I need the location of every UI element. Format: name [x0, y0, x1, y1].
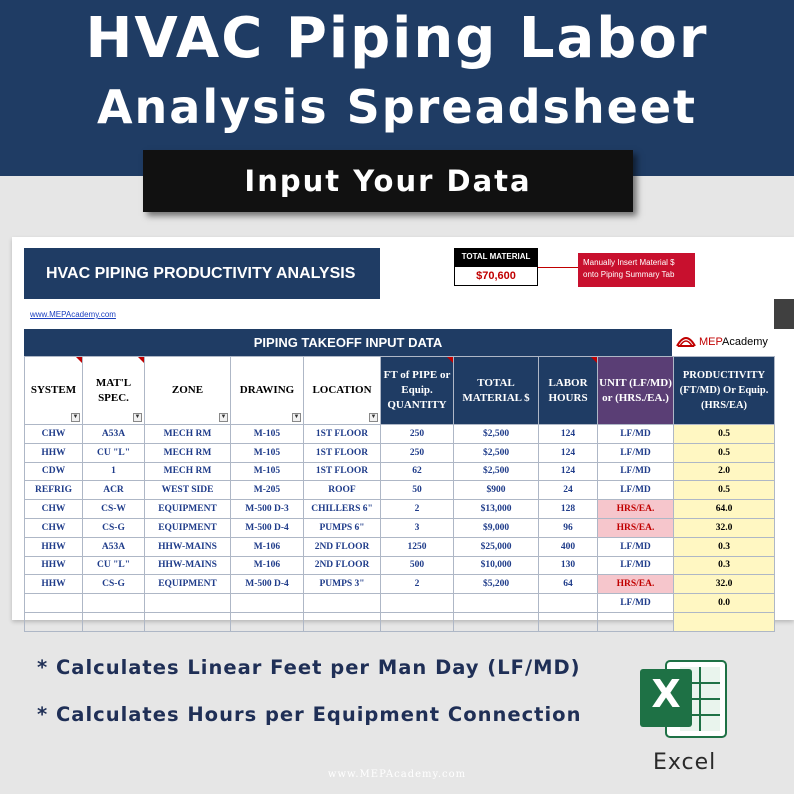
- banner-subtitle: Input Your Data: [143, 150, 633, 212]
- filter-dropdown-icon[interactable]: ▼: [293, 414, 300, 420]
- table-cell[interactable]: CHW: [25, 518, 83, 537]
- table-cell[interactable]: [539, 612, 598, 631]
- banner-title-line2: Analysis Spreadsheet: [96, 80, 698, 134]
- table-cell[interactable]: M-500 D-4: [231, 518, 304, 537]
- total-material-label: TOTAL MATERIAL: [454, 248, 538, 266]
- table-cell[interactable]: [304, 594, 381, 613]
- filter-dropdown-icon[interactable]: ▼: [72, 414, 79, 420]
- table-cell[interactable]: CS-G: [83, 575, 145, 594]
- table-row: [25, 443, 775, 462]
- table-cell[interactable]: A53A: [83, 425, 145, 444]
- table-cell[interactable]: [231, 612, 304, 631]
- table-cell[interactable]: M-500 D-3: [231, 500, 304, 519]
- table-cell[interactable]: CS-G: [83, 518, 145, 537]
- table-row: [25, 556, 775, 575]
- table-cell[interactable]: HHW-MAINS: [145, 537, 231, 556]
- table-cell[interactable]: HHW: [25, 443, 83, 462]
- table-cell[interactable]: HRS/EA.: [598, 518, 674, 537]
- table-cell[interactable]: 0.3: [674, 556, 775, 575]
- table-cell[interactable]: 1ST FLOOR: [304, 425, 381, 444]
- table-cell[interactable]: HHW-MAINS: [145, 556, 231, 575]
- comment-marker: [447, 357, 453, 363]
- table-cell[interactable]: LF/MD: [598, 425, 674, 444]
- table-row: [25, 575, 775, 594]
- table-cell[interactable]: 1ST FLOOR: [304, 443, 381, 462]
- table-cell[interactable]: 64: [539, 575, 598, 594]
- table-row: [25, 537, 775, 556]
- sheet-title: HVAC PIPING PRODUCTIVITY ANALYSIS: [24, 248, 380, 299]
- table-cell[interactable]: 2: [381, 500, 454, 519]
- col-header-unit[interactable]: UNIT (LF/MD) or (HRS./EA.): [598, 357, 674, 425]
- comment-marker: [76, 357, 82, 363]
- callout-connector: [538, 267, 578, 268]
- table-cell[interactable]: [674, 612, 775, 631]
- feature-bullet-lfmd: * Calculates Linear Feet per Man Day (LF/MD): [37, 656, 581, 679]
- table-cell[interactable]: EQUIPMENT: [145, 500, 231, 519]
- table-cell[interactable]: $2,500: [454, 462, 539, 481]
- table-cell[interactable]: 124: [539, 443, 598, 462]
- column-edge: [774, 299, 794, 329]
- table-cell[interactable]: ACR: [83, 481, 145, 500]
- table-cell[interactable]: M-105: [231, 425, 304, 444]
- website-link[interactable]: www.MEPAcademy.com: [30, 310, 116, 319]
- table-cell[interactable]: $5,200: [454, 575, 539, 594]
- table-cell[interactable]: $10,000: [454, 556, 539, 575]
- comment-marker: [591, 357, 597, 363]
- col-header-quantity[interactable]: FT of PIPE or Equip. QUANTITY: [381, 357, 454, 425]
- callout-note: Manually Insert Material $ onto Piping Summary Tab: [578, 253, 695, 287]
- table-cell[interactable]: CDW: [25, 462, 83, 481]
- table-cell[interactable]: 32.0: [674, 575, 775, 594]
- table-cell[interactable]: HHW: [25, 537, 83, 556]
- table-cell[interactable]: 124: [539, 462, 598, 481]
- table-cell[interactable]: LF/MD: [598, 481, 674, 500]
- filter-dropdown-icon[interactable]: ▼: [220, 414, 227, 420]
- table-cell[interactable]: [83, 612, 145, 631]
- table-cell[interactable]: 130: [539, 556, 598, 575]
- table-cell[interactable]: $2,500: [454, 443, 539, 462]
- table-cell[interactable]: CU "L": [83, 443, 145, 462]
- filter-dropdown-icon[interactable]: ▼: [370, 414, 377, 420]
- filter-dropdown-icon[interactable]: ▼: [134, 414, 141, 420]
- table-cell[interactable]: ROOF: [304, 481, 381, 500]
- table-cell[interactable]: CHILLERS 6": [304, 500, 381, 519]
- table-cell[interactable]: [381, 612, 454, 631]
- table-cell[interactable]: 96: [539, 518, 598, 537]
- table-cell[interactable]: 0.5: [674, 443, 775, 462]
- table-cell[interactable]: PUMPS 3": [304, 575, 381, 594]
- col-header-location[interactable]: LOCATION ▼: [304, 357, 381, 425]
- table-cell[interactable]: $13,000: [454, 500, 539, 519]
- table-row: [25, 612, 775, 631]
- table-cell[interactable]: 0.0: [674, 594, 775, 613]
- col-header-spec[interactable]: MAT'L SPEC. ▼: [83, 357, 145, 425]
- table-cell[interactable]: M-500 D-4: [231, 575, 304, 594]
- table-cell[interactable]: 2.0: [674, 462, 775, 481]
- table-cell[interactable]: 0.3: [674, 537, 775, 556]
- mep-logo-icon: [676, 334, 696, 348]
- table-cell[interactable]: M-205: [231, 481, 304, 500]
- table-cell[interactable]: 128: [539, 500, 598, 519]
- table-cell[interactable]: HRS/EA.: [598, 575, 674, 594]
- table-cell[interactable]: 32.0: [674, 518, 775, 537]
- footer-url: www.MEPAcademy.com: [327, 769, 467, 780]
- table-cell[interactable]: 124: [539, 425, 598, 444]
- banner-title-line1: HVAC Piping Labor: [85, 6, 709, 71]
- table-cell[interactable]: 250: [381, 425, 454, 444]
- table-cell[interactable]: [83, 594, 145, 613]
- table-row: [25, 462, 775, 481]
- table-cell[interactable]: [598, 612, 674, 631]
- table-cell[interactable]: 1250: [381, 537, 454, 556]
- table-cell[interactable]: $9,000: [454, 518, 539, 537]
- table-cell[interactable]: 0.5: [674, 481, 775, 500]
- table-cell[interactable]: [381, 594, 454, 613]
- total-material-value[interactable]: $70,600: [454, 266, 538, 286]
- col-header-drawing[interactable]: DRAWING ▼: [231, 357, 304, 425]
- feature-bullet-hours: * Calculates Hours per Equipment Connection: [37, 703, 582, 726]
- col-header-productivity[interactable]: PRODUCTIVITY (FT/MD) Or Equip. (HRS/EA): [674, 357, 775, 425]
- table-cell[interactable]: 62: [381, 462, 454, 481]
- table-cell[interactable]: 64.0: [674, 500, 775, 519]
- table-cell[interactable]: 3: [381, 518, 454, 537]
- table-cell[interactable]: [145, 594, 231, 613]
- table-cell[interactable]: CS-W: [83, 500, 145, 519]
- takeoff-header: PIPING TAKEOFF INPUT DATA: [24, 329, 672, 356]
- table-cell[interactable]: LF/MD: [598, 556, 674, 575]
- spreadsheet-screenshot: [12, 237, 794, 620]
- col-header-labor-hours[interactable]: LABOR HOURS: [539, 357, 598, 425]
- table-cell[interactable]: 2ND FLOOR: [304, 556, 381, 575]
- table-cell[interactable]: HHW: [25, 575, 83, 594]
- table-cell[interactable]: CHW: [25, 425, 83, 444]
- table-cell[interactable]: $900: [454, 481, 539, 500]
- table-row: [25, 500, 775, 519]
- table-cell[interactable]: REFRIG: [25, 481, 83, 500]
- table-row: [25, 518, 775, 537]
- table-cell[interactable]: 1ST FLOOR: [304, 462, 381, 481]
- table-cell[interactable]: [231, 594, 304, 613]
- table-row: [25, 594, 775, 613]
- table-cell[interactable]: M-105: [231, 462, 304, 481]
- table-cell[interactable]: $2,500: [454, 425, 539, 444]
- logo-text: MEPAcademy: [699, 336, 768, 348]
- table-cell[interactable]: MECH RM: [145, 443, 231, 462]
- table-cell[interactable]: M-106: [231, 537, 304, 556]
- excel-icon-letter: X: [651, 672, 681, 716]
- table-cell[interactable]: LF/MD: [598, 594, 674, 613]
- table-cell[interactable]: [25, 594, 83, 613]
- table-cell[interactable]: [454, 594, 539, 613]
- header-row: [25, 357, 775, 425]
- table-cell[interactable]: PUMPS 6": [304, 518, 381, 537]
- col-header-material[interactable]: TOTAL MATERIAL $: [454, 357, 539, 425]
- table-cell[interactable]: 2ND FLOOR: [304, 537, 381, 556]
- table-cell[interactable]: M-105: [231, 443, 304, 462]
- table-cell[interactable]: $25,000: [454, 537, 539, 556]
- col-header-zone[interactable]: ZONE ▼: [145, 357, 231, 425]
- table-cell[interactable]: EQUIPMENT: [145, 518, 231, 537]
- table-cell[interactable]: [454, 612, 539, 631]
- table-cell[interactable]: [145, 612, 231, 631]
- table-cell[interactable]: [304, 612, 381, 631]
- table-cell[interactable]: HRS/EA.: [598, 500, 674, 519]
- table-cell[interactable]: 250: [381, 443, 454, 462]
- table-cell[interactable]: CU "L": [83, 556, 145, 575]
- table-cell[interactable]: 0.5: [674, 425, 775, 444]
- table-cell[interactable]: [25, 612, 83, 631]
- table-cell[interactable]: LF/MD: [598, 443, 674, 462]
- takeoff-table: [24, 356, 775, 632]
- table-cell[interactable]: CHW: [25, 500, 83, 519]
- col-header-system[interactable]: SYSTEM ▼: [25, 357, 83, 425]
- excel-label: Excel: [653, 750, 717, 775]
- table-row: [25, 481, 775, 500]
- table-cell[interactable]: MECH RM: [145, 462, 231, 481]
- table-cell[interactable]: LF/MD: [598, 462, 674, 481]
- table-row: [25, 425, 775, 444]
- mep-academy-logo: [672, 329, 774, 356]
- table-cell[interactable]: M-106: [231, 556, 304, 575]
- table-cell[interactable]: 24: [539, 481, 598, 500]
- table-cell[interactable]: [539, 594, 598, 613]
- table-cell[interactable]: HHW: [25, 556, 83, 575]
- table-cell[interactable]: A53A: [83, 537, 145, 556]
- table-cell[interactable]: LF/MD: [598, 537, 674, 556]
- table-cell[interactable]: 1: [83, 462, 145, 481]
- table-cell[interactable]: 50: [381, 481, 454, 500]
- table-cell[interactable]: 2: [381, 575, 454, 594]
- table-cell[interactable]: MECH RM: [145, 425, 231, 444]
- comment-marker: [138, 357, 144, 363]
- table-cell[interactable]: 500: [381, 556, 454, 575]
- table-cell[interactable]: EQUIPMENT: [145, 575, 231, 594]
- table-cell[interactable]: WEST SIDE: [145, 481, 231, 500]
- table-cell[interactable]: 400: [539, 537, 598, 556]
